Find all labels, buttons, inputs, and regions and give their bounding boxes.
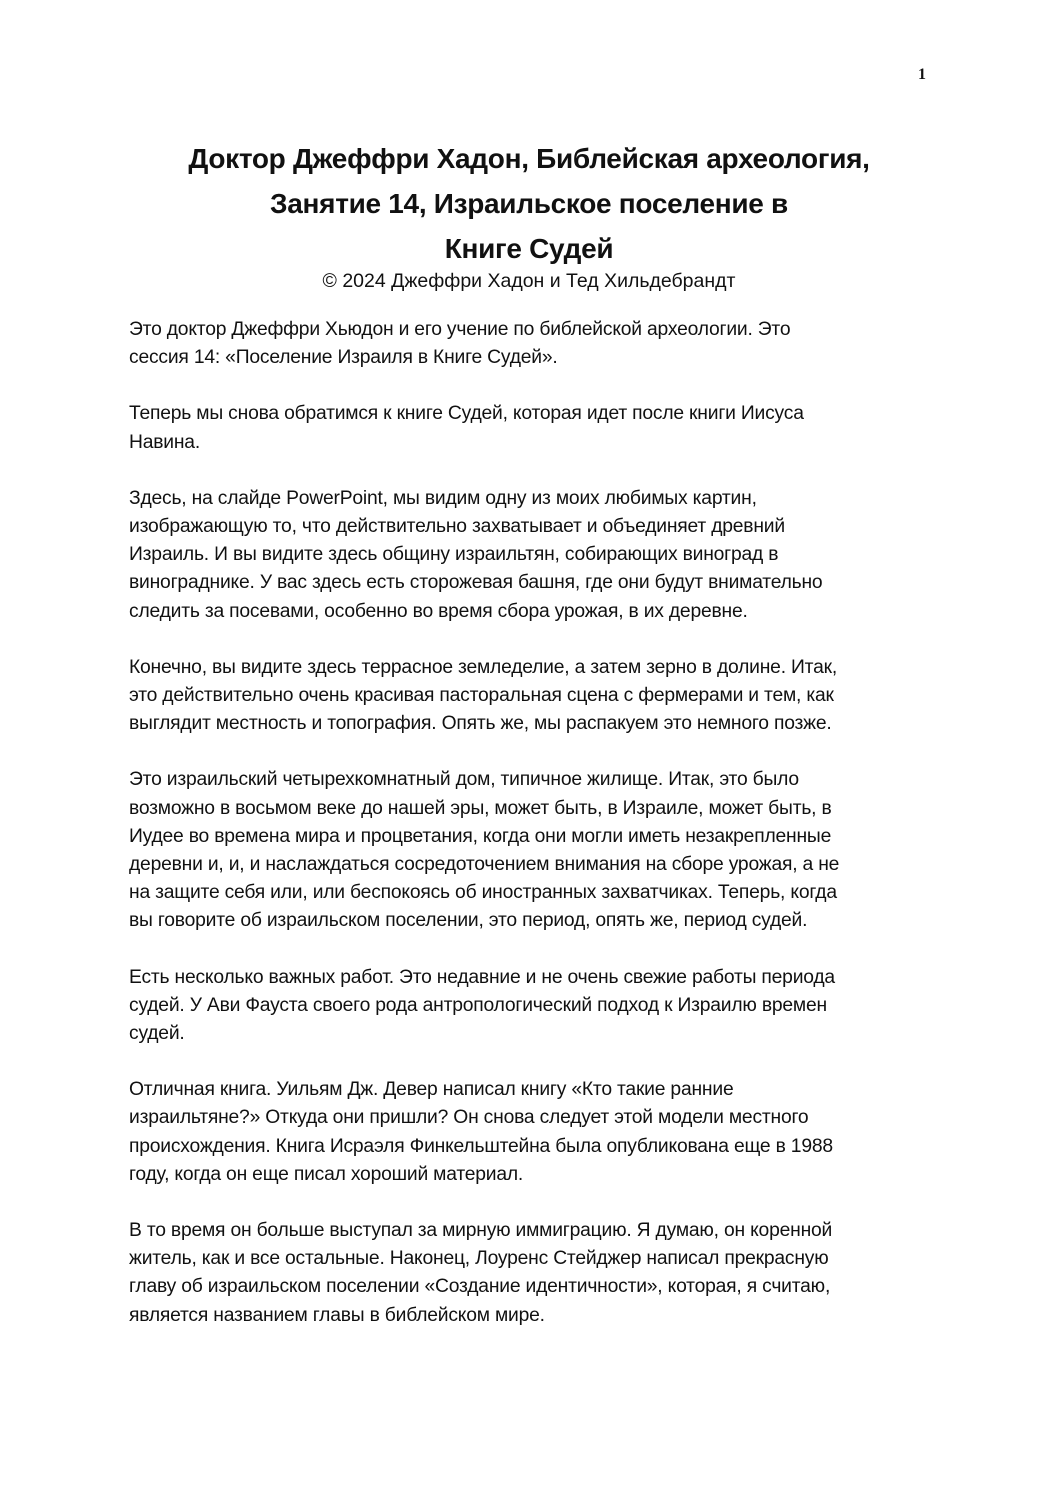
paragraph-line: Теперь мы снова обратимся к книге Судей, которая идет после книги Иисуса <box>129 403 804 425</box>
paragraph-line: году, когда он еще писал хороший материал. <box>129 1163 524 1185</box>
paragraph-4 <box>129 654 959 739</box>
paragraph-8 <box>129 1217 959 1330</box>
paragraph-line: вы говорите об израильском поселении, это период, опять же, период судей. <box>129 910 808 932</box>
paragraph-line: на защите себя или, или беспокоясь об иностранных захватчиках. Теперь, когда <box>129 882 837 904</box>
paragraph-line: деревни и, и, и наслаждаться сосредоточением внимания на сборе урожая, а не <box>129 854 840 876</box>
paragraph-line: Есть несколько важных работ. Это недавние и не очень свежие работы периода <box>129 966 835 988</box>
title-line-3: Книге Судей <box>444 233 614 264</box>
paragraph-7 <box>129 1076 959 1189</box>
paragraph-line: главу об израильском поселении «Создание идентичности», которая, я считаю, <box>129 1276 831 1298</box>
paragraph-line: Это доктор Джеффри Хьюдон и его учение по библейской археологии. Это <box>129 319 791 340</box>
paragraph-line: израильтяне?» Откуда они пришли? Он снова следует этой модели местного <box>129 1107 809 1129</box>
paragraph-line: судей. <box>129 1023 185 1045</box>
paragraph-line: Иудее во времена мира и процветания, когда они могли иметь незакрепленные <box>129 825 832 847</box>
title-line-1: Доктор Джеффри Хадон, Библейская археология, <box>188 143 870 174</box>
paragraph-2 <box>129 400 959 456</box>
copyright-line: © 2024 Джеффри Хадон и Тед Хильдебрандт <box>322 270 736 292</box>
paragraph-1 <box>129 316 959 372</box>
paragraph-line: Здесь, на слайде PowerPoint, мы видим одну из моих любимых картин, <box>129 487 757 509</box>
paragraph-line: это действительно очень красивая пасторальная сцена с фермерами и тем, как <box>129 685 834 707</box>
paragraph-line: Израиль. И вы видите здесь общину израильтян, собирающих виноград в <box>129 544 779 566</box>
paragraph-line: Конечно, вы видите здесь террасное земледелие, а затем зерно в долине. Итак, <box>129 656 837 678</box>
paragraph-line: Это израильский четырехкомнатный дом, типичное жилище. Итак, это было <box>129 769 799 791</box>
paragraph-line: Навина. <box>129 431 200 453</box>
body-text <box>129 316 959 1358</box>
paragraph-line: судей. У Ави Фауста своего рода антропологический подход к Израилю времен <box>129 994 827 1016</box>
paragraph-5 <box>129 766 959 935</box>
paragraph-line: Отличная книга. Уильям Дж. Девер написал книгу «Кто такие ранние <box>129 1079 734 1101</box>
paragraph-line: возможно в восьмом веке до нашей эры, может быть, в Израиле, может быть, в <box>129 797 832 819</box>
paragraph-line: винограднике. У вас здесь есть сторожевая башня, где они будут внимательно <box>129 572 823 594</box>
paragraph-line: является названием главы в библейском мире. <box>129 1304 545 1326</box>
paragraph-6 <box>129 964 959 1049</box>
paragraph-line: изображающую то, что действительно захватывает и объединяет древний <box>129 516 785 538</box>
paragraph-line: сессия 14: «Поселение Израиля в Книге Судей». <box>129 347 558 369</box>
page-number: 1 <box>918 66 926 83</box>
paragraph-line: житель, как и все остальные. Наконец, Лоуренс Стейджер написал прекрасную <box>129 1248 829 1270</box>
paragraph-line: выглядит местность и топография. Опять же, мы распакуем это немного позже. <box>129 713 832 735</box>
paragraph-3 <box>129 485 959 626</box>
document-header <box>100 136 958 295</box>
paragraph-line: В то время он больше выступал за мирную иммиграцию. Я думаю, он коренной <box>129 1220 833 1242</box>
title-line-2: Занятие 14, Израильское поселение в <box>270 188 788 219</box>
paragraph-line: происхождения. Книга Исраэля Финкельштейна была опубликована еще в 1988 <box>129 1135 833 1157</box>
paragraph-line: следить за посевами, особенно во время сбора урожая, в их деревне. <box>129 600 748 622</box>
